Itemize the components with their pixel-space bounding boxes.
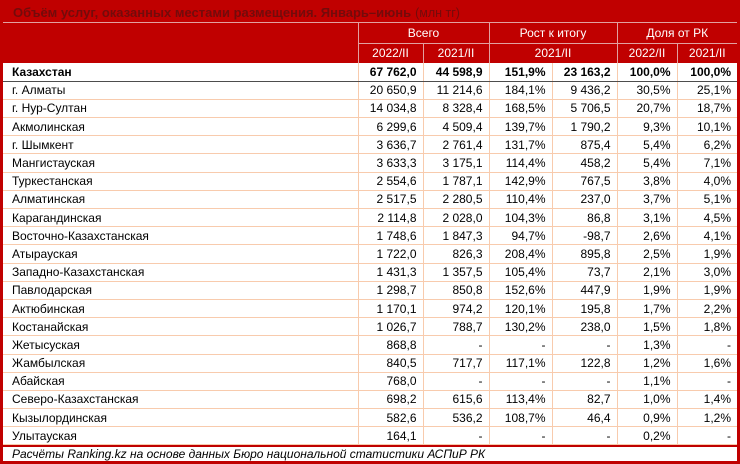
value-cell: 875,4 — [552, 136, 617, 154]
value-cell: 0,9% — [617, 409, 677, 427]
value-cell: 1 170,1 — [358, 299, 423, 317]
value-cell: 3,1% — [617, 209, 677, 227]
table-row — [3, 245, 737, 263]
table-row — [3, 354, 737, 372]
value-cell: 4,1% — [677, 227, 737, 245]
value-cell: - — [677, 336, 737, 354]
table-row — [3, 154, 737, 172]
table-row-total — [3, 63, 737, 81]
value-cell: 86,8 — [552, 209, 617, 227]
value-cell: 1 357,5 — [423, 263, 489, 281]
region-name: Западно-Казахстанская — [3, 263, 358, 281]
value-cell: - — [423, 336, 489, 354]
value-cell: 10,1% — [677, 118, 737, 136]
value-cell: 104,3% — [489, 209, 552, 227]
region-name: Костанайская — [3, 318, 358, 336]
table-row — [3, 99, 737, 117]
value-cell: 698,2 — [358, 390, 423, 408]
value-cell: 1,4% — [677, 390, 737, 408]
value-cell: 46,4 — [552, 409, 617, 427]
value-cell: 237,0 — [552, 190, 617, 208]
value-cell: 717,7 — [423, 354, 489, 372]
value-cell: 768,0 — [358, 372, 423, 390]
value-cell: 2 114,8 — [358, 209, 423, 227]
value-cell: 9,3% — [617, 118, 677, 136]
value-cell: 582,6 — [358, 409, 423, 427]
header-total-2022: 2022/II — [358, 43, 423, 63]
value-cell: 82,7 — [552, 390, 617, 408]
value-cell: 826,3 — [423, 245, 489, 263]
value-cell: 2 517,5 — [358, 190, 423, 208]
table-row — [3, 263, 737, 281]
table-row — [3, 390, 737, 408]
value-cell: 458,2 — [552, 154, 617, 172]
region-name: Туркестанская — [3, 172, 358, 190]
value-cell: 1 298,7 — [358, 281, 423, 299]
value-cell: - — [677, 372, 737, 390]
value-cell: 152,6% — [489, 281, 552, 299]
value-cell: 3 636,7 — [358, 136, 423, 154]
header-corner-cell — [3, 23, 358, 63]
region-name: Казахстан — [3, 63, 358, 81]
value-cell: 4,0% — [677, 172, 737, 190]
value-cell: 73,7 — [552, 263, 617, 281]
value-cell: 2 761,4 — [423, 136, 489, 154]
value-cell: 1,9% — [617, 281, 677, 299]
value-cell: 11 214,6 — [423, 81, 489, 99]
value-cell: 5 706,5 — [552, 99, 617, 117]
value-cell: 895,8 — [552, 245, 617, 263]
region-name: г. Нур-Султан — [3, 99, 358, 117]
value-cell: 114,4% — [489, 154, 552, 172]
table-row — [3, 190, 737, 208]
region-name: Павлодарская — [3, 281, 358, 299]
value-cell: 6,2% — [677, 136, 737, 154]
value-cell: 2 280,5 — [423, 190, 489, 208]
region-name: Акмолинская — [3, 118, 358, 136]
value-cell: 447,9 — [552, 281, 617, 299]
value-cell: 1,6% — [677, 354, 737, 372]
value-cell: - — [552, 336, 617, 354]
region-name: Улытауская — [3, 427, 358, 445]
value-cell: 105,4% — [489, 263, 552, 281]
value-cell: 1,8% — [677, 318, 737, 336]
value-cell: 164,1 — [358, 427, 423, 445]
region-name: г. Алматы — [3, 81, 358, 99]
value-cell: 25,1% — [677, 81, 737, 99]
data-table — [3, 23, 737, 445]
value-cell: 3,0% — [677, 263, 737, 281]
value-cell: 1 847,3 — [423, 227, 489, 245]
value-cell: 0,2% — [617, 427, 677, 445]
table-header — [3, 23, 737, 63]
value-cell: 238,0 — [552, 318, 617, 336]
value-cell: 1 431,3 — [358, 263, 423, 281]
value-cell: 168,5% — [489, 99, 552, 117]
header-total-2021: 2021/II — [423, 43, 489, 63]
value-cell: 840,5 — [358, 354, 423, 372]
value-cell: 1 026,7 — [358, 318, 423, 336]
region-name: Восточно-Казахстанская — [3, 227, 358, 245]
value-cell: 2,1% — [617, 263, 677, 281]
value-cell: 2 028,0 — [423, 209, 489, 227]
value-cell: 94,7% — [489, 227, 552, 245]
header-growth-2021: 2021/II — [489, 43, 617, 63]
value-cell: 1,9% — [677, 245, 737, 263]
value-cell: 2,2% — [677, 299, 737, 317]
value-cell: 122,8 — [552, 354, 617, 372]
value-cell: 3 175,1 — [423, 154, 489, 172]
value-cell: 1,1% — [617, 372, 677, 390]
value-cell: 615,6 — [423, 390, 489, 408]
value-cell: 1,9% — [677, 281, 737, 299]
value-cell: 3 633,3 — [358, 154, 423, 172]
value-cell: 130,2% — [489, 318, 552, 336]
table-row — [3, 318, 737, 336]
table-row — [3, 118, 737, 136]
value-cell: 14 034,8 — [358, 99, 423, 117]
value-cell: 2,6% — [617, 227, 677, 245]
value-cell: 44 598,9 — [423, 63, 489, 81]
value-cell: 8 328,4 — [423, 99, 489, 117]
value-cell: 23 163,2 — [552, 63, 617, 81]
region-name: Жетысуская — [3, 336, 358, 354]
value-cell: -98,7 — [552, 227, 617, 245]
value-cell: 868,8 — [358, 336, 423, 354]
value-cell: 30,5% — [617, 81, 677, 99]
value-cell: 536,2 — [423, 409, 489, 427]
value-cell: - — [423, 372, 489, 390]
value-cell: 117,1% — [489, 354, 552, 372]
report-title: Объём услуг, оказанных местами размещения. Январь–июнь — [13, 5, 412, 20]
value-cell: 1,2% — [677, 409, 737, 427]
region-name: г. Шымкент — [3, 136, 358, 154]
value-cell: 20 650,9 — [358, 81, 423, 99]
value-cell: 3,7% — [617, 190, 677, 208]
value-cell: 3,8% — [617, 172, 677, 190]
value-cell: 1,3% — [617, 336, 677, 354]
region-name: Жамбылская — [3, 354, 358, 372]
value-cell: 5,4% — [617, 136, 677, 154]
value-cell: 5,1% — [677, 190, 737, 208]
value-cell: 1 787,1 — [423, 172, 489, 190]
value-cell: 7,1% — [677, 154, 737, 172]
value-cell: 151,9% — [489, 63, 552, 81]
region-name: Кызылординская — [3, 409, 358, 427]
value-cell: 67 762,0 — [358, 63, 423, 81]
source-note: Расчёты Ranking.kz на основе данных Бюро национальной статистики АСПиР РК — [3, 445, 737, 461]
table-row — [3, 81, 737, 99]
table-row — [3, 372, 737, 390]
value-cell: 208,4% — [489, 245, 552, 263]
value-cell: 850,8 — [423, 281, 489, 299]
region-name: Северо-Казахстанская — [3, 390, 358, 408]
value-cell: 100,0% — [617, 63, 677, 81]
value-cell: 131,7% — [489, 136, 552, 154]
header-share-2021: 2021/II — [677, 43, 737, 63]
value-cell: 110,4% — [489, 190, 552, 208]
value-cell: 9 436,2 — [552, 81, 617, 99]
table-row — [3, 172, 737, 190]
value-cell: 6 299,6 — [358, 118, 423, 136]
value-cell: - — [423, 427, 489, 445]
report-title-bar — [3, 3, 737, 23]
value-cell: 974,2 — [423, 299, 489, 317]
value-cell: 1 748,6 — [358, 227, 423, 245]
value-cell: 18,7% — [677, 99, 737, 117]
value-cell: 2,5% — [617, 245, 677, 263]
table-row — [3, 209, 737, 227]
region-name: Карагандинская — [3, 209, 358, 227]
report-title-unit: (млн тг) — [415, 5, 460, 20]
value-cell: 120,1% — [489, 299, 552, 317]
table-body — [3, 63, 737, 445]
value-cell: 1 722,0 — [358, 245, 423, 263]
value-cell: - — [552, 427, 617, 445]
table-row — [3, 409, 737, 427]
value-cell: 2 554,6 — [358, 172, 423, 190]
value-cell: 139,7% — [489, 118, 552, 136]
table-row — [3, 281, 737, 299]
value-cell: 142,9% — [489, 172, 552, 190]
header-group-total: Всего — [358, 23, 489, 43]
value-cell: 788,7 — [423, 318, 489, 336]
value-cell: 1,2% — [617, 354, 677, 372]
value-cell: 100,0% — [677, 63, 737, 81]
value-cell: - — [677, 427, 737, 445]
value-cell: 1,5% — [617, 318, 677, 336]
table-row — [3, 336, 737, 354]
value-cell: 1 790,2 — [552, 118, 617, 136]
value-cell: 5,4% — [617, 154, 677, 172]
table-row — [3, 227, 737, 245]
value-cell: 4 509,4 — [423, 118, 489, 136]
value-cell: - — [489, 336, 552, 354]
region-name: Атырауская — [3, 245, 358, 263]
value-cell: - — [489, 372, 552, 390]
region-name: Актюбинская — [3, 299, 358, 317]
header-group-growth: Рост к итогу — [489, 23, 617, 43]
value-cell: 108,7% — [489, 409, 552, 427]
value-cell: 767,5 — [552, 172, 617, 190]
value-cell: - — [489, 427, 552, 445]
table-row — [3, 136, 737, 154]
header-group-row — [3, 23, 737, 43]
value-cell: 1,0% — [617, 390, 677, 408]
region-name: Алматинская — [3, 190, 358, 208]
value-cell: 195,8 — [552, 299, 617, 317]
header-share-2022: 2022/II — [617, 43, 677, 63]
value-cell: 113,4% — [489, 390, 552, 408]
region-name: Абайская — [3, 372, 358, 390]
value-cell: 4,5% — [677, 209, 737, 227]
table-row — [3, 427, 737, 445]
header-group-share: Доля от РК — [617, 23, 737, 43]
value-cell: 20,7% — [617, 99, 677, 117]
table-row — [3, 299, 737, 317]
value-cell: 1,7% — [617, 299, 677, 317]
value-cell: - — [552, 372, 617, 390]
value-cell: 184,1% — [489, 81, 552, 99]
region-name: Мангистауская — [3, 154, 358, 172]
